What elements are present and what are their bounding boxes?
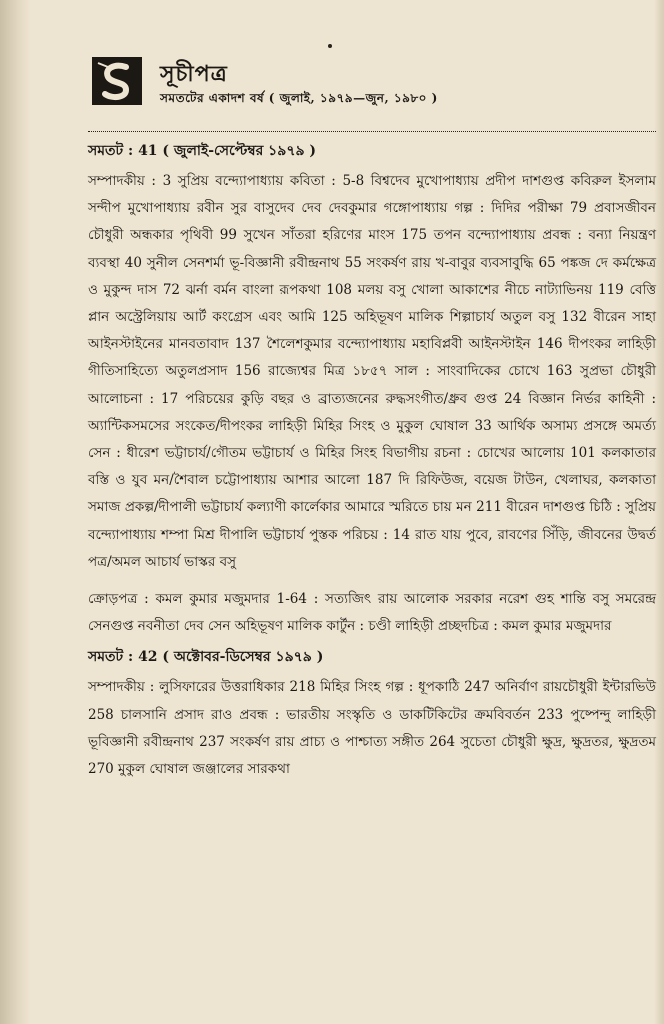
magazine-logo-icon <box>92 57 142 105</box>
issue-42-heading: সমতট : 42 ( অক্টোবর-ডিসেম্বর ১৯৭৯ ) <box>88 649 324 666</box>
issue-42-contents: সম্পাদকীয় : লুসিফারের উত্তরাধিকার 218 মিহির সিংহ গল্প : ধূপকাঠি 247 অনির্বাণ রায়চৌধুরী ইন্টারভিউ 258 চালসানি প্রসাদ রাও প্রবন্ধ : ভারতীয় সংস্কৃতি ও ডাকটিকিটের ক্রমবিবর্তন 233 পুষ্পেন্দু লাহিড়ী ভূবিজ্ঞানী রবীন্দ্রনাথ 237 সংকর্ষণ রায় প্রাচ্য ও পাশ্চাত্য সঙ্গীত 264 সুচেতা চৌধুরী ক্ষুদ্র, ক্ষুদ্রতর, ক্ষুদ্রতম 270 মুকুল ঘোষাল জঞ্জালের সারকথা <box>88 679 656 778</box>
page-binding-edge <box>0 0 30 1024</box>
issue-41-supplement: ক্রোড়পত্র : কমল কুমার মজুমদার 1-64 : সত্যজিৎ রায় আলোক সরকার নরেশ গুহ শান্তি বসু সমরেন্দ্র সেনগুপ্ত নবনীতা দেব সেন অহিভূষণ মালিক কার্টুন : চণ্ডী লাহিড়ী প্রচ্ছদচিত্র : কমল কুমার মজুমদার <box>88 591 656 635</box>
issue-41-heading: সমতট : 41 ( জুলাই-সেপ্টেম্বর ১৯৭৯ ) <box>88 143 317 159</box>
page-title: সূচীপত্র <box>160 61 228 87</box>
page-subtitle: সমতটের একাদশ বর্ষ ( জুলাই, ১৯৭৯—জুন, ১৯৮০ ) <box>160 91 438 105</box>
issue-41-contents: সম্পাদকীয় : 3 সুপ্রিয় বন্দ্যোপাধ্যায় কবিতা : 5-8 বিশ্বদেব মুখোপাধ্যায় প্রদীপ দাশগুপ্ত কবিরুল ইসলাম সন্দীপ মুখোপাধ্যায় রবীন সুর বাসুদেব দেব দেবকুমার গঙ্গোপাধ্যায় গল্প : দিদির পরীক্ষা 79 প্রবাসজীবন চৌধুরী অন্ধকার পৃথিবী 99 সুখেন সাঁতরা হরিণের মাংস 175 তপন বন্দ্যোপাধ্যায় প্রবন্ধ : বন্যা নিয়ন্ত্রণ ব্যবস্থা 40 সুনীল সেনশর্মা ভূ-বিজ্ঞানী রবীন্দ্রনাথ 55 সংকর্ষণ রায় খ-বাবুর ব্যবসাবুদ্ধি 65 পঙ্কজ দে কর্মক্ষেত্র ও মুকুন্দ দাস 72 ঝর্না বর্মন বাংলা রূপকথা 108 মলয় বসু খোলা আকাশের নীচে নাট্যাভিনয় 119 বেত্তি প্লান অস্ট্রেলিয়ায় আর্ট কংগ্রেস এবং আমি 125 অহিভূষণ মালিক শিল্পাচার্য অতুল বসু 132 বীরেন সাহা আইনস্টাইনের মানবতাবাদ 137 শৈলেশকুমার বন্দ্যোপাধ্যায় মহাবিপ্লবী আইনস্টাইন 146 দীপংকর লাহিড়ী গীতিসাহিত্যে অতুলপ্রসাদ 156 রাজ্যেশ্বর মিত্র ১৮৫৭ সাল : সাংবাদিকের চোখে 163 সুপ্রভা চৌধুরী আলোচনা : 17 পরিচয়ের কুড়ি বছর ও ব্রাত্যজনের রুদ্ধসংগীত/ধ্রুব গুপ্ত 24 বিজ্ঞান নির্ভর কাহিনী : অ্যান্টিকসমসের সংকেত/দীপংকর লাহিড়ী মিহির সিংহ ও মুকুল ঘোষাল 33 আর্থিক অসাম্য প্রসঙ্গে অমর্ত্য সেন : ধীরেশ ভট্টাচার্য/গৌতম ভট্টাচার্য ও মিহির সিংহ বিভাগীয় রচনা : চোখের আলোয় 101 কলকাতার বস্তি ও যুব মন/শৈবাল চট্টোপাধ্যায় আশার আলো 187 দি রিফিউজ, বয়েজ টাউন, খেলাঘর, কলকাতা সমাজ প্রকল্প/দীপালী ভট্টাচার্য কল্যাণী কার্লেকার আমারে স্মরিতে চায় মন 211 বীরেন দাশগুপ্ত চিঠি : সুপ্রিয় বন্দ্যোপাধ্যায় শম্পা মিশ্র দীপালি ভট্টাচার্য পুস্তক পরিচয় : 14 রাত যায় পুবে, রাবণের সিঁড়ি, জীবনের উদ্বর্ত পত্র/অমল আচার্য ভাস্কর বসু <box>88 173 656 570</box>
contents-body <box>88 140 656 783</box>
page-dot-mark <box>328 44 332 48</box>
dotted-divider <box>88 131 656 132</box>
